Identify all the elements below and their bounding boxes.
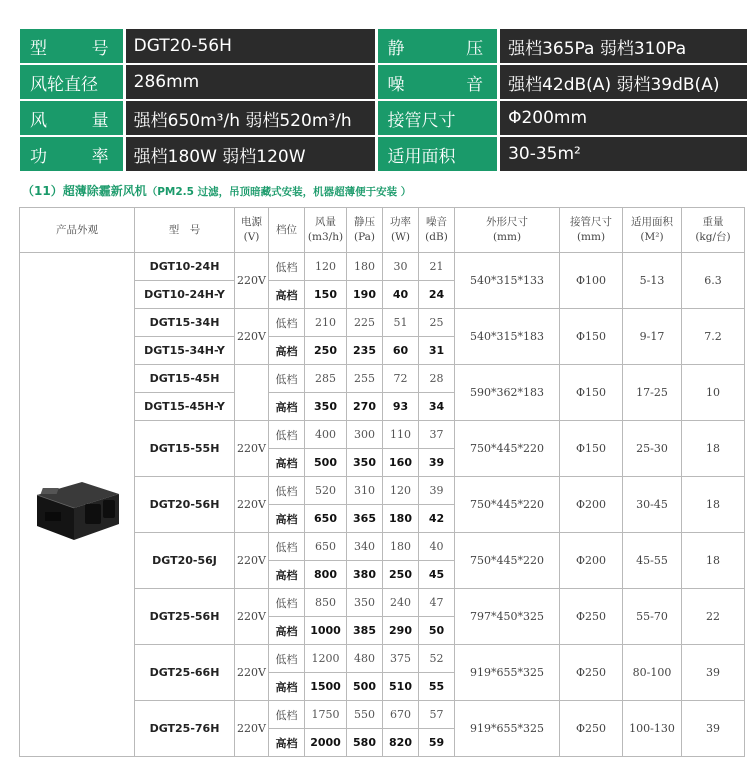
model-cell: DGT25-66H (135, 645, 235, 701)
dims-cell: 919*655*325 (455, 645, 560, 701)
pressure-cell: 550 (347, 701, 383, 729)
spec-row (20, 137, 747, 171)
pipe-cell: Φ150 (560, 365, 623, 421)
model-cell: DGT20-56H (135, 477, 235, 533)
level-cell: 低档 (269, 701, 305, 729)
flow-cell: 650 (305, 533, 347, 561)
level-cell: 低档 (269, 365, 305, 393)
spec-value: 强档42dB(A) 弱档39dB(A) (500, 65, 747, 99)
pressure-cell: 190 (347, 281, 383, 309)
column-header-text: (dB) (425, 231, 448, 243)
spec-label-text: 型 (30, 38, 47, 59)
weight-cell: 10 (682, 365, 745, 421)
column-header-text: (Pa) (353, 231, 376, 243)
dims-cell: 750*445*220 (455, 421, 560, 477)
spec-label (20, 137, 123, 171)
pressure-cell: 180 (347, 253, 383, 281)
column-header-text: (kg/台) (695, 231, 731, 243)
weight-cell: 7.2 (682, 309, 745, 365)
spec-label (378, 65, 498, 99)
pressure-cell: 235 (347, 337, 383, 365)
power-cell: 110 (383, 421, 419, 449)
pressure-cell: 340 (347, 533, 383, 561)
weight-cell: 18 (682, 533, 745, 589)
spec-row (20, 29, 747, 63)
level-cell: 高档 (269, 561, 305, 589)
noise-cell: 39 (419, 449, 455, 477)
level-cell: 高档 (269, 505, 305, 533)
spec-label-text: 号 (91, 38, 109, 59)
spec-label-text: 风轮直径 (30, 74, 98, 95)
section-heading (22, 182, 411, 199)
pipe-cell: Φ150 (560, 421, 623, 477)
level-cell: 高档 (269, 729, 305, 757)
noise-cell: 52 (419, 645, 455, 673)
flow-cell: 520 (305, 477, 347, 505)
pressure-cell: 225 (347, 309, 383, 337)
column-header (623, 208, 682, 253)
spec-value: 286mm (126, 65, 375, 99)
flow-cell: 850 (305, 589, 347, 617)
spec-label-text: 压 (466, 38, 484, 59)
power-cell: 510 (383, 673, 419, 701)
column-header-text: 重量 (702, 216, 724, 228)
level-cell: 高档 (269, 449, 305, 477)
spec-value: 强档180W 弱档120W (126, 137, 375, 171)
flow-cell: 1750 (305, 701, 347, 729)
table-row (20, 253, 745, 281)
pressure-cell: 480 (347, 645, 383, 673)
voltage-cell: 220V (235, 533, 269, 589)
level-cell: 低档 (269, 645, 305, 673)
noise-cell: 47 (419, 589, 455, 617)
area-cell: 9-17 (623, 309, 682, 365)
noise-cell: 31 (419, 337, 455, 365)
column-header (455, 208, 560, 253)
flow-cell: 210 (305, 309, 347, 337)
model-cell: DGT15-34H (135, 309, 235, 337)
pipe-cell: Φ200 (560, 477, 623, 533)
column-header (269, 208, 305, 253)
voltage-cell: 220V (235, 645, 269, 701)
spec-value: 30-35m² (500, 137, 747, 171)
noise-cell: 37 (419, 421, 455, 449)
level-cell: 高档 (269, 617, 305, 645)
level-cell: 低档 (269, 309, 305, 337)
flow-cell: 1200 (305, 645, 347, 673)
area-cell: 55-70 (623, 589, 682, 645)
spec-label (378, 101, 498, 135)
pressure-cell: 300 (347, 421, 383, 449)
spec-label-text: 噪 (387, 74, 405, 95)
pressure-cell: 500 (347, 673, 383, 701)
pressure-cell: 350 (347, 589, 383, 617)
column-header (347, 208, 383, 253)
column-header-text: 风量 (315, 216, 336, 228)
area-cell: 45-55 (623, 533, 682, 589)
weight-cell: 6.3 (682, 253, 745, 309)
pressure-cell: 270 (347, 393, 383, 421)
voltage-cell: 220V (235, 253, 269, 309)
pressure-cell: 580 (347, 729, 383, 757)
column-header (383, 208, 419, 253)
pressure-cell: 350 (347, 449, 383, 477)
product-image (20, 253, 135, 757)
noise-cell: 59 (419, 729, 455, 757)
flow-cell: 250 (305, 337, 347, 365)
power-cell: 240 (383, 589, 419, 617)
voltage-cell: 220V (235, 421, 269, 477)
column-header-text: 静压 (354, 216, 375, 228)
flow-cell: 650 (305, 505, 347, 533)
noise-cell: 45 (419, 561, 455, 589)
spec-label-text: 音 (466, 74, 484, 95)
power-cell: 40 (383, 281, 419, 309)
area-cell: 80-100 (623, 645, 682, 701)
noise-cell: 40 (419, 533, 455, 561)
power-cell: 72 (383, 365, 419, 393)
level-cell: 低档 (269, 477, 305, 505)
level-cell: 高档 (269, 337, 305, 365)
dims-cell: 750*445*220 (455, 477, 560, 533)
model-cell: DGT15-55H (135, 421, 235, 477)
column-header (305, 208, 347, 253)
column-header-text: 功率 (390, 216, 411, 228)
section-title: （11）超薄除霾新风机 (22, 184, 147, 198)
column-header (20, 208, 135, 253)
noise-cell: 24 (419, 281, 455, 309)
noise-cell: 25 (419, 309, 455, 337)
power-cell: 290 (383, 617, 419, 645)
power-cell: 670 (383, 701, 419, 729)
voltage-cell: 220V (235, 477, 269, 533)
level-cell: 低档 (269, 253, 305, 281)
column-header-text: 产品外观 (56, 223, 98, 236)
level-cell: 低档 (269, 533, 305, 561)
power-cell: 93 (383, 393, 419, 421)
spec-value: DGT20-56H (126, 29, 375, 63)
dims-cell: 919*655*325 (455, 701, 560, 757)
column-header-text: 型 号 (168, 223, 201, 236)
pipe-cell: Φ100 (560, 253, 623, 309)
pipe-cell: Φ150 (560, 309, 623, 365)
spec-label (20, 65, 123, 99)
dims-cell: 797*450*325 (455, 589, 560, 645)
spec-row (20, 101, 747, 135)
column-header-text: 适用面积 (631, 216, 673, 228)
product-spec-table (19, 207, 745, 757)
spec-value: 强档650m³/h 弱档520m³/h (126, 101, 375, 135)
power-cell: 160 (383, 449, 419, 477)
spec-label-text: 量 (91, 110, 109, 131)
table-header-row (20, 208, 745, 253)
noise-cell: 55 (419, 673, 455, 701)
noise-cell: 39 (419, 477, 455, 505)
pressure-cell: 380 (347, 561, 383, 589)
power-cell: 30 (383, 253, 419, 281)
flow-cell: 1000 (305, 617, 347, 645)
weight-cell: 18 (682, 421, 745, 477)
pipe-cell: Φ250 (560, 589, 623, 645)
area-cell: 5-13 (623, 253, 682, 309)
voltage-cell (235, 365, 269, 421)
power-cell: 180 (383, 533, 419, 561)
weight-cell: 39 (682, 645, 745, 701)
noise-cell: 21 (419, 253, 455, 281)
column-header-text: 接管尺寸 (570, 216, 612, 228)
spec-label-text: 适用面积 (387, 146, 456, 167)
voltage-cell: 220V (235, 701, 269, 757)
model-cell: DGT25-76H (135, 701, 235, 757)
dims-cell: 540*315*183 (455, 309, 560, 365)
dims-cell: 590*362*183 (455, 365, 560, 421)
power-cell: 820 (383, 729, 419, 757)
voltage-cell: 220V (235, 589, 269, 645)
pressure-cell: 385 (347, 617, 383, 645)
model-cell: DGT25-56H (135, 589, 235, 645)
level-cell: 高档 (269, 281, 305, 309)
noise-cell: 42 (419, 505, 455, 533)
area-cell: 100-130 (623, 701, 682, 757)
flow-cell: 285 (305, 365, 347, 393)
spec-label-text: 功 (30, 146, 47, 167)
noise-cell: 28 (419, 365, 455, 393)
level-cell: 高档 (269, 393, 305, 421)
level-cell: 低档 (269, 589, 305, 617)
power-cell: 60 (383, 337, 419, 365)
spec-label-text: 接管尺寸 (387, 110, 456, 131)
area-cell: 25-30 (623, 421, 682, 477)
column-header-text: (m3/h) (307, 231, 344, 243)
flow-cell: 800 (305, 561, 347, 589)
area-cell: 30-45 (623, 477, 682, 533)
power-cell: 51 (383, 309, 419, 337)
column-header-text: (mm) (492, 231, 522, 243)
section-subtitle: （PM2.5 过滤，吊顶暗藏式安装，机器超薄便于安装 ） (146, 186, 412, 198)
pipe-cell: Φ250 (560, 645, 623, 701)
area-cell: 17-25 (623, 365, 682, 421)
flow-cell: 500 (305, 449, 347, 477)
spec-panel (20, 29, 747, 173)
model-cell: DGT15-45H (135, 365, 235, 393)
model-cell: DGT15-34H-Y (135, 337, 235, 365)
spec-label (378, 137, 498, 171)
column-header-text: (M²) (640, 231, 664, 243)
column-header (135, 208, 235, 253)
column-header (682, 208, 745, 253)
model-cell: DGT10-24H (135, 253, 235, 281)
weight-cell: 39 (682, 701, 745, 757)
pressure-cell: 365 (347, 505, 383, 533)
column-header-text: (V) (243, 231, 260, 243)
noise-cell: 34 (419, 393, 455, 421)
power-cell: 375 (383, 645, 419, 673)
column-header (419, 208, 455, 253)
column-header (235, 208, 269, 253)
column-header-text: 档位 (276, 223, 297, 236)
level-cell: 高档 (269, 673, 305, 701)
pressure-cell: 310 (347, 477, 383, 505)
noise-cell: 50 (419, 617, 455, 645)
spec-label (20, 29, 123, 63)
flow-cell: 1500 (305, 673, 347, 701)
flow-cell: 400 (305, 421, 347, 449)
spec-value: 强档365Pa 弱档310Pa (500, 29, 747, 63)
column-header-text: (W) (391, 231, 410, 243)
voltage-cell: 220V (235, 309, 269, 365)
fresh-air-unit-image (27, 460, 127, 550)
flow-cell: 350 (305, 393, 347, 421)
flow-cell: 150 (305, 281, 347, 309)
spec-label-text: 率 (91, 146, 109, 167)
column-header-text: 噪音 (426, 216, 447, 228)
power-cell: 250 (383, 561, 419, 589)
spec-label (378, 29, 498, 63)
spec-label (20, 101, 123, 135)
model-cell: DGT15-45H-Y (135, 393, 235, 421)
dims-cell: 750*445*220 (455, 533, 560, 589)
flow-cell: 120 (305, 253, 347, 281)
column-header-text: 外形尺寸 (486, 216, 528, 228)
pipe-cell: Φ200 (560, 533, 623, 589)
power-cell: 180 (383, 505, 419, 533)
flow-cell: 2000 (305, 729, 347, 757)
model-cell: DGT20-56J (135, 533, 235, 589)
dims-cell: 540*315*133 (455, 253, 560, 309)
spec-row (20, 65, 747, 99)
model-cell: DGT10-24H-Y (135, 281, 235, 309)
weight-cell: 22 (682, 589, 745, 645)
column-header-text: 电源 (241, 216, 262, 228)
spec-value: Φ200mm (500, 101, 747, 135)
pressure-cell: 255 (347, 365, 383, 393)
column-header-text: (mm) (576, 231, 606, 243)
level-cell: 低档 (269, 421, 305, 449)
spec-label-text: 风 (30, 110, 47, 131)
weight-cell: 18 (682, 477, 745, 533)
column-header (560, 208, 623, 253)
spec-label-text: 静 (387, 38, 405, 59)
noise-cell: 57 (419, 701, 455, 729)
power-cell: 120 (383, 477, 419, 505)
pipe-cell: Φ250 (560, 701, 623, 757)
